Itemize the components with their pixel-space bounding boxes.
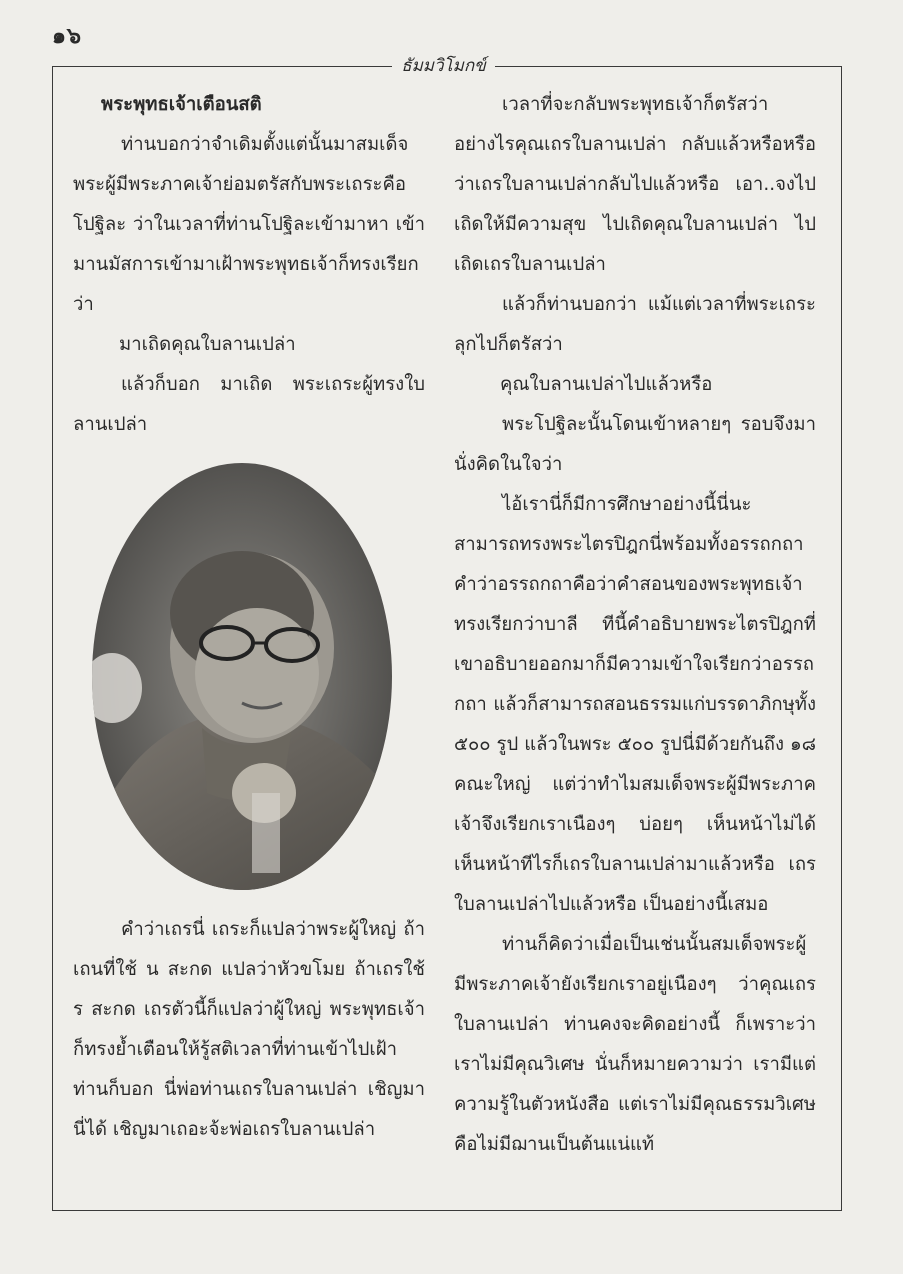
right-column (454, 85, 816, 1165)
quote-line: คุณใบลานเปล่าไปแล้วหรือ (500, 374, 713, 395)
quote-line: มาเถิดคุณใบลานเปล่า (119, 334, 296, 355)
paragraph: คำว่าเถรนี่ เถระก็แปลว่าพระผู้ใหญ่ ถ้าเถนที่ใช้ น สะกด แปลว่าหัวขโมย ถ้าเถรใช้ ร สะกด เถรตัวนี้ก็แปลว่าผู้ใหญ่ พระพุทธเจ้าก็ทรงย้ำเตือนให้รู้สติเวลาที่ท่านเข้าไปเฝ้า ท่านก็บอก นี่พ่อท่านเถรใบลานเปล่า เชิญมานี่ได้ เชิญมาเถอะจ้ะพ่อเถรใบลานเปล่า (73, 919, 425, 1140)
monk-portrait-photo (92, 463, 392, 890)
left-bottom-column (73, 910, 425, 1150)
paragraph: พระโปฐิละนั้นโดนเข้าหลายๆ รอบจึงมานั่งคิดในใจว่า (454, 414, 816, 475)
running-title: ธัมมวิโมกข์ (401, 56, 486, 76)
paragraph: แล้วก็ท่านบอกว่า แม้แต่เวลาที่พระเถระลุกไปก็ตรัสว่า (454, 294, 816, 355)
paragraph: ท่านบอกว่าจำเดิมตั้งแต่นั้นมาสมเด็จพระผู้มีพระภาคเจ้าย่อมตรัสกับพระเถระคือโปฐิละ ว่าในเวลาที่ท่านโปฐิละเข้ามาหา เข้ามานมัสการเข้ามาเฝ้าพระพุทธเจ้าก็ทรงเรียกว่า (73, 134, 425, 315)
paragraph: แล้วก็บอก มาเถิด พระเถระผู้ทรงใบลานเปล่า (73, 374, 425, 435)
portrait-image (92, 463, 392, 890)
paragraph: เวลาที่จะกลับพระพุทธเจ้าก็ตรัสว่าอย่างไรคุณเถรใบลานเปล่า กลับแล้วหรือหรือว่าเถรใบลานเปล่ากลับไปแล้วหรือ เอา..จงไปเถิดให้มีความสุข ไปเถิดคุณใบลานเปล่า ไปเถิดเถรใบลานเปล่า (454, 94, 816, 275)
page-number: ๑๖ (52, 24, 82, 49)
left-column (73, 85, 425, 445)
paragraph: ท่านก็คิดว่าเมื่อเป็นเช่นนั้นสมเด็จพระผู้มีพระภาคเจ้ายังเรียกเราอยู่เนืองๆ ว่าคุณเถรใบลานเปล่า ท่านคงจะคิดอย่างนี้ ก็เพราะว่าเราไม่มีคุณวิเศษ นั่นก็หมายความว่า เรามีแต่ความรู้ในตัวหนังสือ แต่เราไม่มีคุณธรรมวิเศษ คือไม่มีฌานเป็นต้นแน่แท้ (454, 934, 816, 1155)
paragraph: ไอ้เรานี่ก็มีการศึกษาอย่างนี้นี่นะสามารถทรงพระไตรปิฎกนี่พร้อมทั้งอรรถกถาคำว่าอรรถกถาคือว่าคำสอนของพระพุทธเจ้าทรงเรียกว่าบาลี ทีนี้คำอธิบายพระไตรปิฎกที่เขาอธิบายออกมาก็มีความเข้าใจเรียกว่าอรรถกถา แล้วก็สามารถสอนธรรมแก่บรรดาภิกษุทั้ง ๕๐๐ รูป แล้วในพระ ๕๐๐ รูปนี่มีด้วยกันถึง ๑๘ คณะใหญ่ แต่ว่าทำไมสมเด็จพระผู้มีพระภาคเจ้าจึงเรียกเราเนืองๆ บ่อยๆ เห็นหน้าไม่ได้ เห็นหน้าทีไรก็เถรใบลานเปล่ามาแล้วหรือ เถรใบลานเปล่าไปแล้วหรือ เป็นอย่างนี้เสมอ (454, 494, 816, 915)
section-heading: พระพุทธเจ้าเตือนสติ (101, 94, 262, 115)
